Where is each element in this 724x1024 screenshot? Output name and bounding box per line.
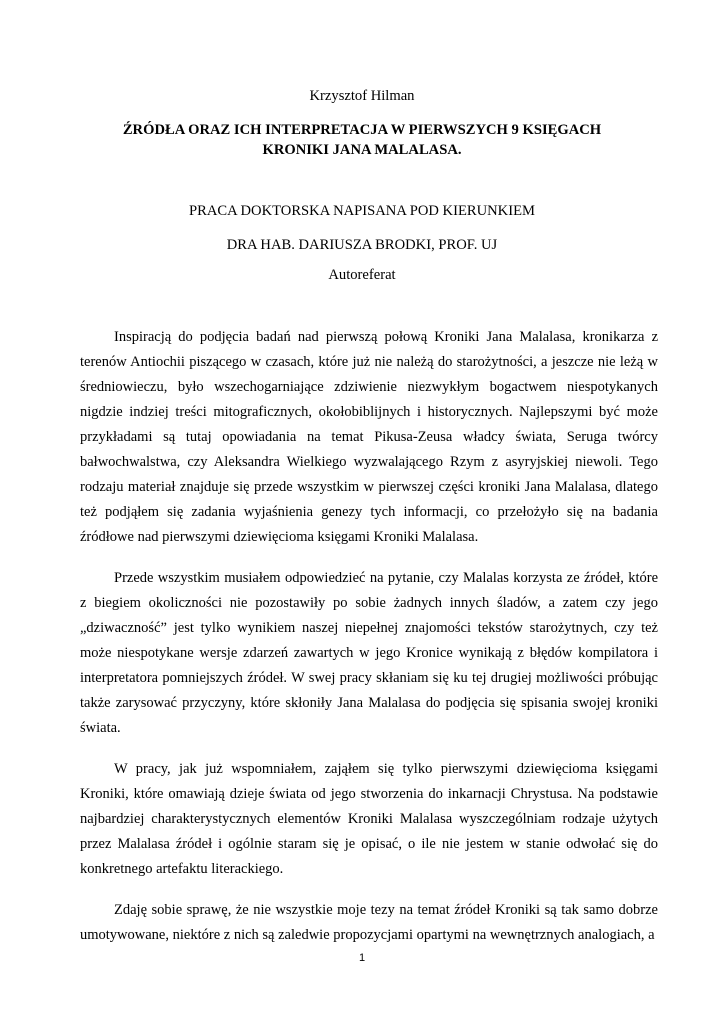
document-title: ŹRÓDŁA ORAZ ICH INTERPRETACJA W PIERWSZYCH 9 KSIĘGACH KRONIKI JANA MALALASA. [122, 122, 602, 158]
paragraph-4: Zdaję sobie sprawę, że nie wszystkie moje tezy na temat źródeł Kroniki są tak samo dobrze umotywowane, niektóre z nich są zaledwie propozycjami opartymi na wewnętrznych analogiach, a [80, 902, 658, 943]
paragraph-1: Inspiracją do podjęcia badań nad pierwszą połową Kroniki Jana Malalasa, kronikarza z terenów Antiochii piszącego w czasach, które już nie należą do starożytności, a jeszcze nie leżą w średniowieczu, było wszechogarniające zdziwienie niezwykłym bogactwem niespotykanych nigdzie indziej treści mitograficznych, okołobiblijnych i historycznych. Najlepszymi być może przykładami są tutaj opowiadania na temat Pikusa-Zeusa władcy świata, Seruga twórcy bałwochwalstwa, czy Aleksandra Wielkiego wyzwalającego Rzym z asyryjskiej niewoli. Tego rodzaju materiał znajduje się przede wszystkim w pierwszej części kroniki Jana Malalasa, dlatego też podjąłem się zadania wyjaśnienia genezy tych informacji, co przełożyło się na badania źródłowe nad pierwszymi dziewięcioma księgami Kroniki Malalasa. [80, 329, 658, 545]
supervisor-line: DRA HAB. DARIUSZA BRODKI, PROF. UJ [226, 237, 498, 253]
paragraph-3: W pracy, jak już wspomniałem, zająłem się tylko pierwszymi dziewięcioma księgami Kroniki, które omawiają dzieje świata od jego stworzenia do inkarnacji Chrystusa. Na podstawie najbardziej charakterystycznych elementów Kroniki Malalasa wyszczególniam rodzaje użytych przez Malalasa źródeł i ogólnie staram się je opisać, o ile nie jestem w stanie odwołać się do konkretnego artefaktu literackiego. [80, 761, 658, 877]
author-name: Krzysztof Hilman [309, 88, 415, 104]
document-type: Autoreferat [328, 267, 396, 283]
paragraph-2: Przede wszystkim musiałem odpowiedzieć na pytanie, czy Malalas korzysta ze źródeł, które z biegiem okoliczności nie pozostawiły po sobie żadnych innych śladów, a zatem czy jego „dziwaczność” jest tylko wynikiem naszej niepełnej znajomości tekstów starożytnych, czy też może niespotykane wersje zdarzeń zawartych w jego Kronice wynikają z błędów kompilatora i interpretatora pomniejszych źródeł. W swej pracy skłaniam się ku tej drugiej możliwości próbując także zarysować przyczyny, które skłoniły Jana Malalasa do podjęcia się spisania swojej kroniki świata. [80, 570, 658, 736]
supervision-line: PRACA DOKTORSKA NAPISANA POD KIERUNKIEM [189, 203, 535, 219]
body-text [80, 325, 658, 964]
page-number: 1 [358, 952, 366, 964]
